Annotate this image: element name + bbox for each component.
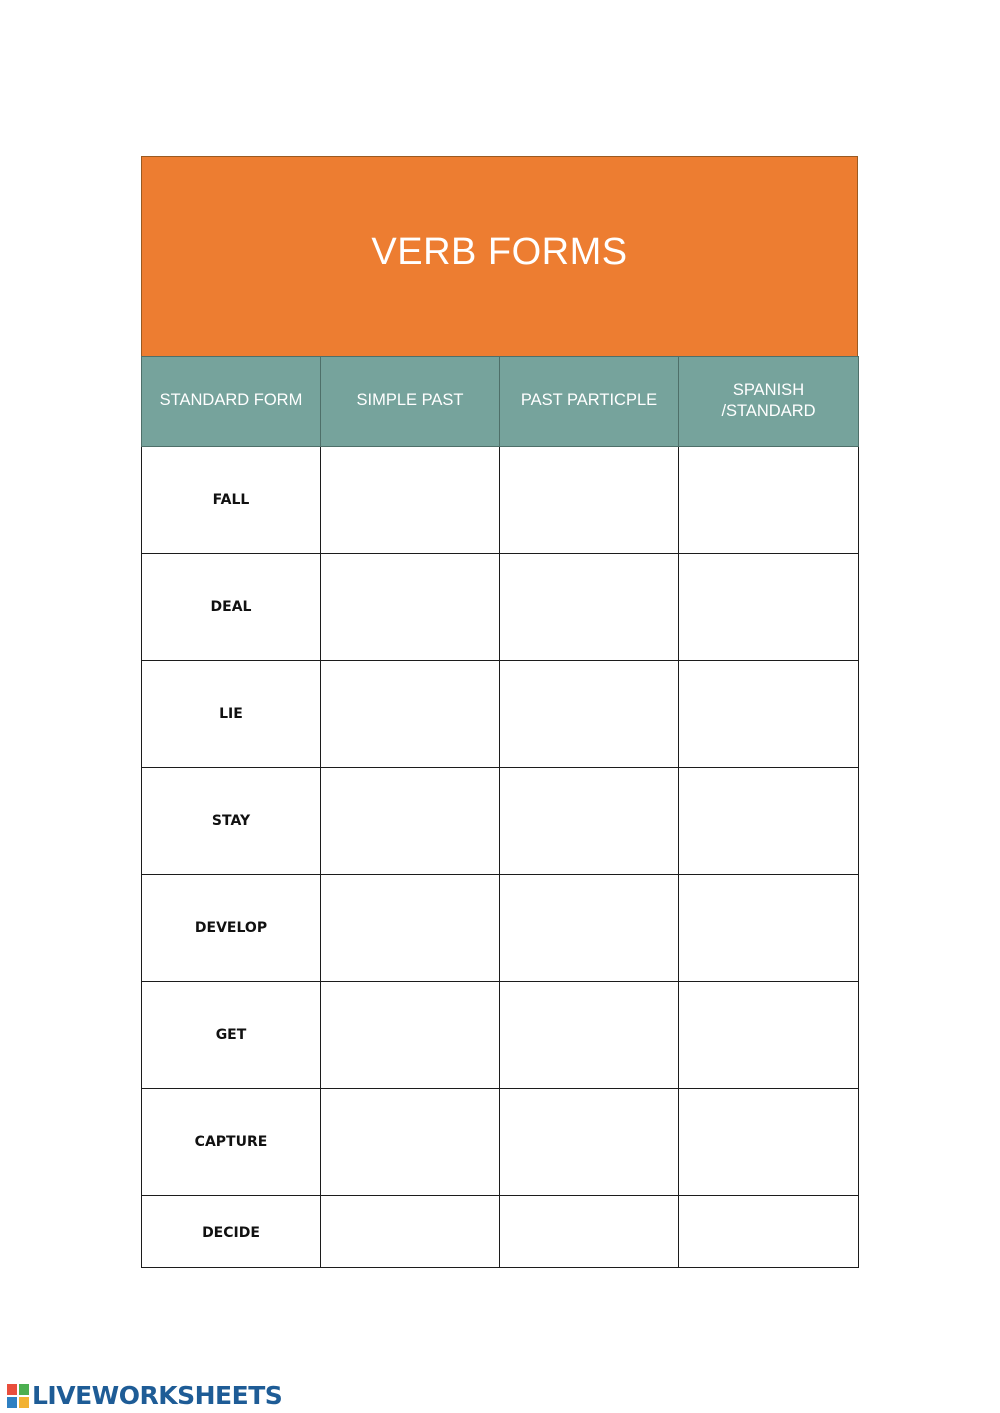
column-header-past-participle: PAST PARTICPLE [500, 357, 679, 447]
logo-square-green [19, 1384, 29, 1395]
logo-square-blue [7, 1397, 17, 1408]
brand-name: LIVEWORKSHEETS [32, 1381, 283, 1410]
verb-label: STAY [211, 813, 251, 829]
simple-past-answer-cell[interactable] [321, 768, 500, 875]
past-participle-answer-cell[interactable] [500, 1196, 679, 1268]
simple-past-answer-cell[interactable] [321, 447, 500, 554]
table-row [142, 1089, 859, 1196]
title-bar [141, 156, 858, 357]
logo-square-red [7, 1384, 17, 1395]
table-body [142, 447, 859, 1268]
simple-past-answer-cell[interactable] [321, 1196, 500, 1268]
header-row [142, 357, 859, 447]
spanish-answer-cell[interactable] [679, 982, 859, 1089]
table-row [142, 447, 859, 554]
spanish-answer-cell[interactable] [679, 1196, 859, 1268]
simple-past-answer-cell[interactable] [321, 1089, 500, 1196]
verb-forms-table [141, 356, 859, 1268]
simple-past-answer-cell[interactable] [321, 875, 500, 982]
past-participle-answer-cell[interactable] [500, 447, 679, 554]
verb-label: GET [215, 1027, 247, 1043]
column-header-standard-form: STANDARD FORM [142, 357, 321, 447]
table-row [142, 982, 859, 1089]
past-participle-answer-cell[interactable] [500, 768, 679, 875]
table-row [142, 554, 859, 661]
liveworksheets-brand [7, 1381, 282, 1411]
spanish-answer-cell[interactable] [679, 1089, 859, 1196]
standard-form-cell [142, 768, 321, 875]
liveworksheets-logo-icon [7, 1384, 29, 1408]
spanish-answer-cell[interactable] [679, 447, 859, 554]
past-participle-answer-cell[interactable] [500, 554, 679, 661]
verb-label: DEVELOP [194, 920, 268, 936]
past-participle-answer-cell[interactable] [500, 982, 679, 1089]
standard-form-cell [142, 447, 321, 554]
standard-form-cell [142, 875, 321, 982]
spanish-answer-cell[interactable] [679, 875, 859, 982]
verb-label: DECIDE [202, 1225, 260, 1241]
verb-label: FALL [212, 492, 250, 508]
spanish-answer-cell[interactable] [679, 661, 859, 768]
simple-past-answer-cell[interactable] [321, 661, 500, 768]
worksheet-title: VERB FORMS [371, 231, 628, 273]
standard-form-cell [142, 1089, 321, 1196]
table-row [142, 1196, 859, 1268]
simple-past-answer-cell[interactable] [321, 554, 500, 661]
past-participle-answer-cell[interactable] [500, 661, 679, 768]
standard-form-cell [142, 554, 321, 661]
verb-label: LIE [219, 706, 243, 722]
verb-forms-worksheet [141, 156, 858, 1271]
spanish-answer-cell[interactable] [679, 554, 859, 661]
column-header-simple-past: SIMPLE PAST [321, 357, 500, 447]
past-participle-answer-cell[interactable] [500, 1089, 679, 1196]
standard-form-cell [142, 1196, 321, 1268]
table-row [142, 661, 859, 768]
table-row [142, 768, 859, 875]
column-header-spanish-standard: SPANISH /STANDARD [679, 357, 859, 447]
standard-form-cell [142, 661, 321, 768]
spanish-answer-cell[interactable] [679, 768, 859, 875]
table-row [142, 875, 859, 982]
logo-square-yellow [19, 1397, 29, 1408]
verb-label: CAPTURE [194, 1134, 268, 1150]
verb-label: DEAL [210, 599, 252, 615]
simple-past-answer-cell[interactable] [321, 982, 500, 1089]
standard-form-cell [142, 982, 321, 1089]
past-participle-answer-cell[interactable] [500, 875, 679, 982]
